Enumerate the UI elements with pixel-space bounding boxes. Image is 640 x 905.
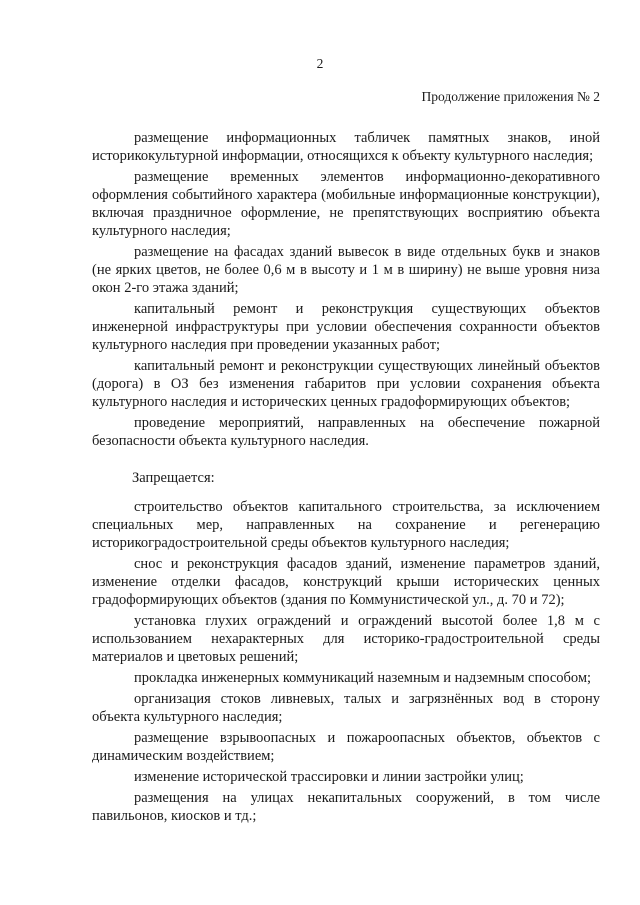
prohibited-list [92, 498, 600, 825]
prohibited-item: снос и реконструкция фасадов зданий, изменение параметров зданий, изменение отделки фасадов, конструкций крыши исторических ценных градоформирующих объектов (здания по Коммунистической ул., д. 70 и 72); [92, 556, 600, 608]
prohibited-item: изменение исторической трассировки и линии застройки улиц; [134, 769, 524, 785]
continuation-label: Продолжение приложения № 2 [421, 89, 600, 104]
permitted-list [92, 129, 600, 450]
permitted-item: капитальный ремонт и реконструкции существующих линейный объектов (дорога) в ОЗ без изменения габаритов при условии сохранения объекта культурного наследия и исторических ценных градоформирующих объектов; [92, 358, 600, 410]
permitted-item: размещение временных элементов информационно-декоративного оформления событийного характера (мобильные информационные конструкции), включая праздничное оформление, не препятствующих восприятию объекта культурного наследия; [92, 169, 600, 239]
permitted-item: проведение мероприятий, направленных на обеспечение пожарной безопасности объекта культурного наследия. [92, 415, 600, 449]
prohibited-heading: Запрещается: [132, 470, 215, 486]
prohibited-item: размещения на улицах некапитальных сооружений, в том числе павильонов, киосков и тд.; [92, 790, 600, 824]
document-body [92, 129, 600, 828]
page-number: 2 [316, 56, 324, 71]
permitted-item: размещение информационных табличек памятных знаков, иной историкокультурной информации, относящихся к объекту культурного наследия; [92, 130, 600, 164]
prohibited-item: строительство объектов капитального строительства, за исключением специальных мер, направленных на сохранение и регенерацию историкоградостроительной среды объектов культурного наследия; [92, 499, 600, 551]
prohibited-item: организация стоков ливневых, талых и загрязнённых вод в сторону объекта культурного наследия; [92, 691, 600, 725]
permitted-item: размещение на фасадах зданий вывесок в виде отдельных букв и знаков (не ярких цветов, не более 0,6 м в высоту и 1 м в ширину) не выше уровня низа окон 2-го этажа зданий; [92, 244, 600, 296]
prohibited-item: установка глухих ограждений и ограждений высотой более 1,8 м с использованием нехарактерных для историко-градостроительной среды материалов и цветовых решений; [92, 613, 600, 665]
prohibited-item: прокладка инженерных коммуникаций наземным и надземным способом; [134, 670, 592, 686]
prohibited-item: размещение взрывоопасных и пожароопасных объектов, объектов с динамическим воздействием; [92, 730, 600, 764]
permitted-item: капитальный ремонт и реконструкция существующих объектов инженерной инфраструктуры при условии обеспечения сохранности объектов культурного наследия при проведении указанных работ; [92, 301, 600, 353]
